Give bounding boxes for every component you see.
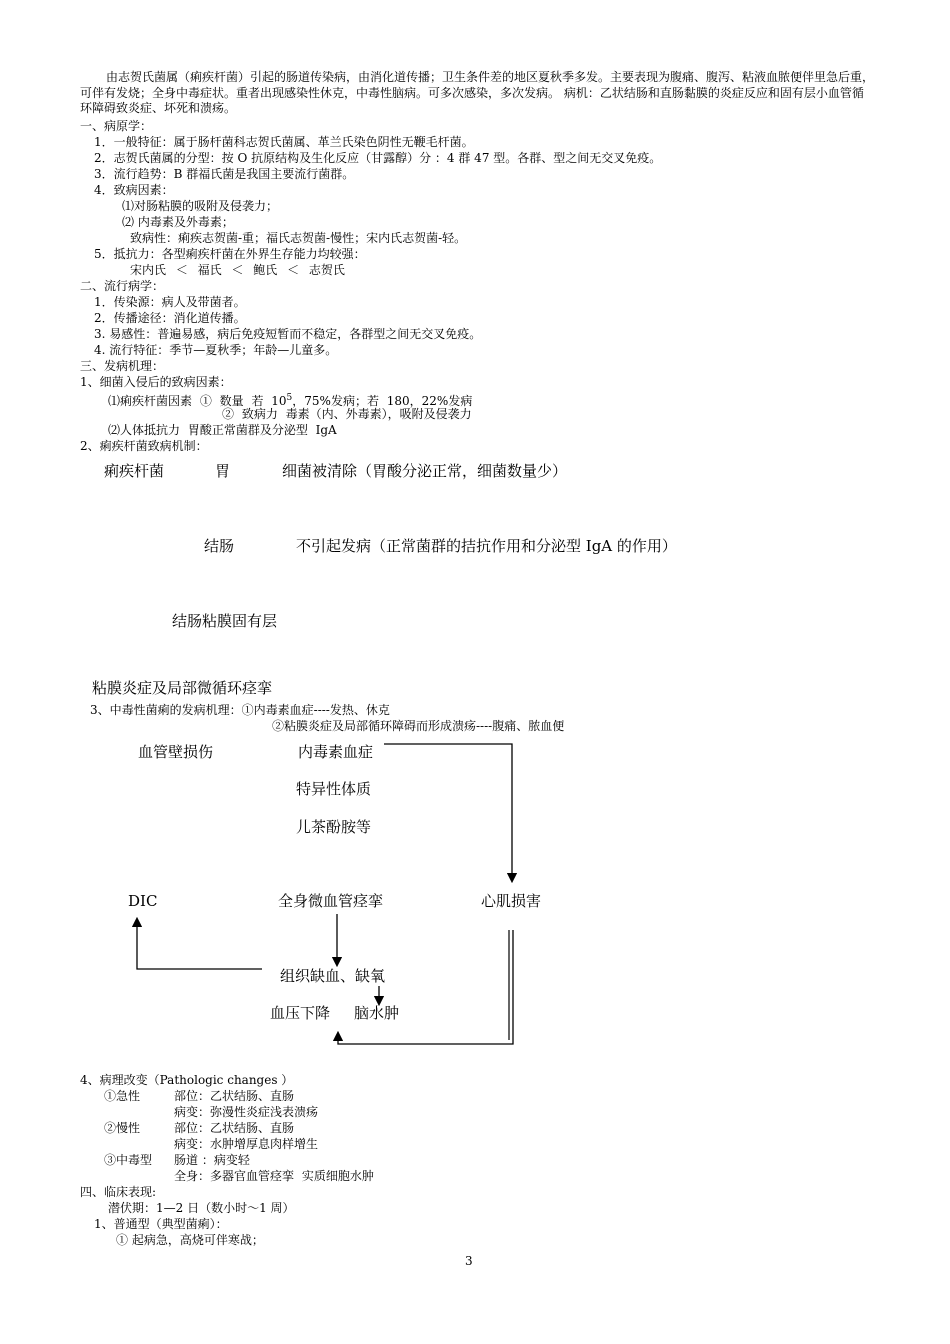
etiology-line-4a: ⑴对肠粘膜的吸附及侵袭力；: [122, 199, 279, 213]
flow1-bacteria: 痢疾杆菌: [104, 462, 165, 480]
flow2-dic: DIC: [128, 892, 158, 910]
intro-paragraph: 由志贺氏菌属（痢疾杆菌）引起的肠道传染病，由消化道传播；卫生条件差的地区夏秋季多发。主要表现为腹痛、腹泻、粘液血脓便伴里急后重，可伴有发烧；全身中毒症状。重者出现感染性休克，中毒性脑病。可多次感染，多次发病。 病机：乙状结肠和直肠黏膜的炎症反应和固有层小血管循环障碍致炎症、坏死和溃疡。: [80, 70, 875, 115]
page-number: 3: [465, 1254, 473, 1268]
flow2-bp-drop: 血压下降: [270, 1004, 331, 1022]
section-etiology-title: 一、病原学：: [80, 119, 153, 133]
pathology-acute-site: 部位：乙状结肠、直肠: [174, 1089, 295, 1103]
pathology-acute-lesion: 病变：弥漫性炎症浅表溃疡: [174, 1105, 319, 1119]
arrow-endo-to-heart: [384, 744, 512, 878]
exponent: 5: [286, 393, 293, 403]
toxic-mechanism-heading: 3、中毒性菌痢的发病机理：①内毒素血症----发热、休克: [90, 703, 390, 717]
flow1-colon: 结肠: [204, 537, 235, 555]
etiology-line-4c: 致病性：痢疾志贺菌-重；福氏志贺菌-慢性；宋内氏志贺菌-轻。: [130, 231, 467, 245]
etiology-line-1: 1．一般特征：属于肠杆菌科志贺氏菌属、革兰氏染色阴性无鞭毛杆菌。: [94, 135, 474, 149]
section-clinical-title: 四、临床表现:: [80, 1185, 157, 1199]
flow2-constitution: 特异性体质: [296, 780, 372, 798]
etiology-line-4b: ⑵ 内毒素及外毒素；: [122, 215, 234, 229]
epidemiology-line-2: 2．传播途径：消化道传播。: [94, 311, 246, 325]
pathogenesis-factor-2: ② 致病力 毒素（内、外毒素），吸附及侵袭力: [222, 407, 472, 421]
flow1-cleared: 细菌被清除（胃酸分泌正常，细菌数量少）: [282, 462, 568, 480]
flow1-inflammation: 粘膜炎症及局部微循环痉挛: [92, 679, 273, 697]
clinical-type-1-item-1: ① 起病急，高烧可伴寒战；: [116, 1233, 264, 1247]
flow1-lamina-propria: 结肠粘膜固有层: [172, 612, 278, 630]
clinical-incubation: 潜伏期：1—2 日（数小时～1 周）: [108, 1201, 295, 1215]
clinical-type-1: 1、普通型（典型菌痢）：: [94, 1217, 228, 1231]
etiology-line-3: 3．流行趋势：B 群福氏菌是我国主要流行菌群。: [94, 167, 355, 181]
arrow-hypoxia-to-dic: [137, 922, 262, 969]
flow2-vessel-damage: 血管壁损伤: [138, 743, 214, 761]
flow1-no-disease: 不引起发病（正常菌群的拮抗作用和分泌型 IgA 的作用）: [296, 537, 677, 555]
epidemiology-line-1: 1．传染源：病人及带菌者。: [94, 295, 246, 309]
section-epidemiology-title: 二、流行病学：: [80, 279, 165, 293]
flow2-hypoxia: 组织缺血、缺氧: [280, 967, 386, 985]
pathology-toxic-intestine: 肠道 ：病变轻: [174, 1153, 250, 1167]
pathology-acute: ①急性: [104, 1089, 141, 1103]
section-pathogenesis-title: 三、发病机理：: [80, 359, 165, 373]
flow2-heart-damage: 心肌损害: [481, 892, 542, 910]
pathology-chronic-lesion: 病变：水肿增厚息肉样增生: [174, 1137, 319, 1151]
epidemiology-line-3: 3. 易感性：普遍易感，病后免疫短暂而不稳定，各群型之间无交叉免疫。: [94, 327, 482, 341]
pathology-chronic-site: 部位：乙状结肠、直肠: [174, 1121, 295, 1135]
etiology-line-4: 4．致病因素：: [94, 183, 174, 197]
pathology-toxic: ③中毒型: [104, 1153, 153, 1167]
arrow-heart-to-bp: [338, 930, 513, 1044]
flow1-stomach: 胃: [215, 462, 231, 480]
etiology-line-5: 5．抵抗力：各型痢疾杆菌在外界生存能力均较强：: [94, 247, 366, 261]
section-pathology-title: 4、病理改变（Pathologic changes ）: [80, 1073, 294, 1087]
pathogenesis-heading-2: 2、痢疾杆菌致病机制：: [80, 439, 208, 453]
etiology-line-5a: 宋内氏 ＜ 福氏 ＜ 鲍氏 ＜ 志贺氏: [130, 263, 345, 277]
pathology-toxic-systemic: 全身：多器官血管痉挛 实质细胞水肿: [174, 1169, 374, 1183]
flow2-brain-edema: 脑水肿: [354, 1004, 400, 1022]
pathology-chronic: ②慢性: [104, 1121, 141, 1135]
pathogenesis-factor-3: ⑵人体抵抗力 胃酸正常菌群及分泌型 IgA: [108, 423, 337, 437]
flow2-spasm: 全身微血管痉挛: [278, 892, 384, 910]
flow2-catecholamine: 儿茶酚胺等: [296, 818, 372, 836]
flow2-endotoxemia: 内毒素血症: [298, 743, 374, 761]
epidemiology-line-4: 4. 流行特征：季节—夏秋季；年龄—儿童多。: [94, 343, 338, 357]
etiology-line-2: 2．志贺氏菌属的分型：按 O 抗原结构及生化反应（甘露醇）分 ：4 群 47 型。各群、型之间无交叉免疫。: [94, 151, 662, 165]
pathogenesis-heading-1: 1、细菌入侵后的致病因素：: [80, 375, 232, 389]
toxic-mechanism-line-2: ②粘膜炎症及局部循环障碍而形成溃疡----腹痛、脓血便: [272, 719, 565, 733]
pathogenesis-factor-1: ⑴痢疾杆菌因素 ① 数量 若 $10^5$，75%发病；若 180，22%发病: [108, 393, 473, 408]
